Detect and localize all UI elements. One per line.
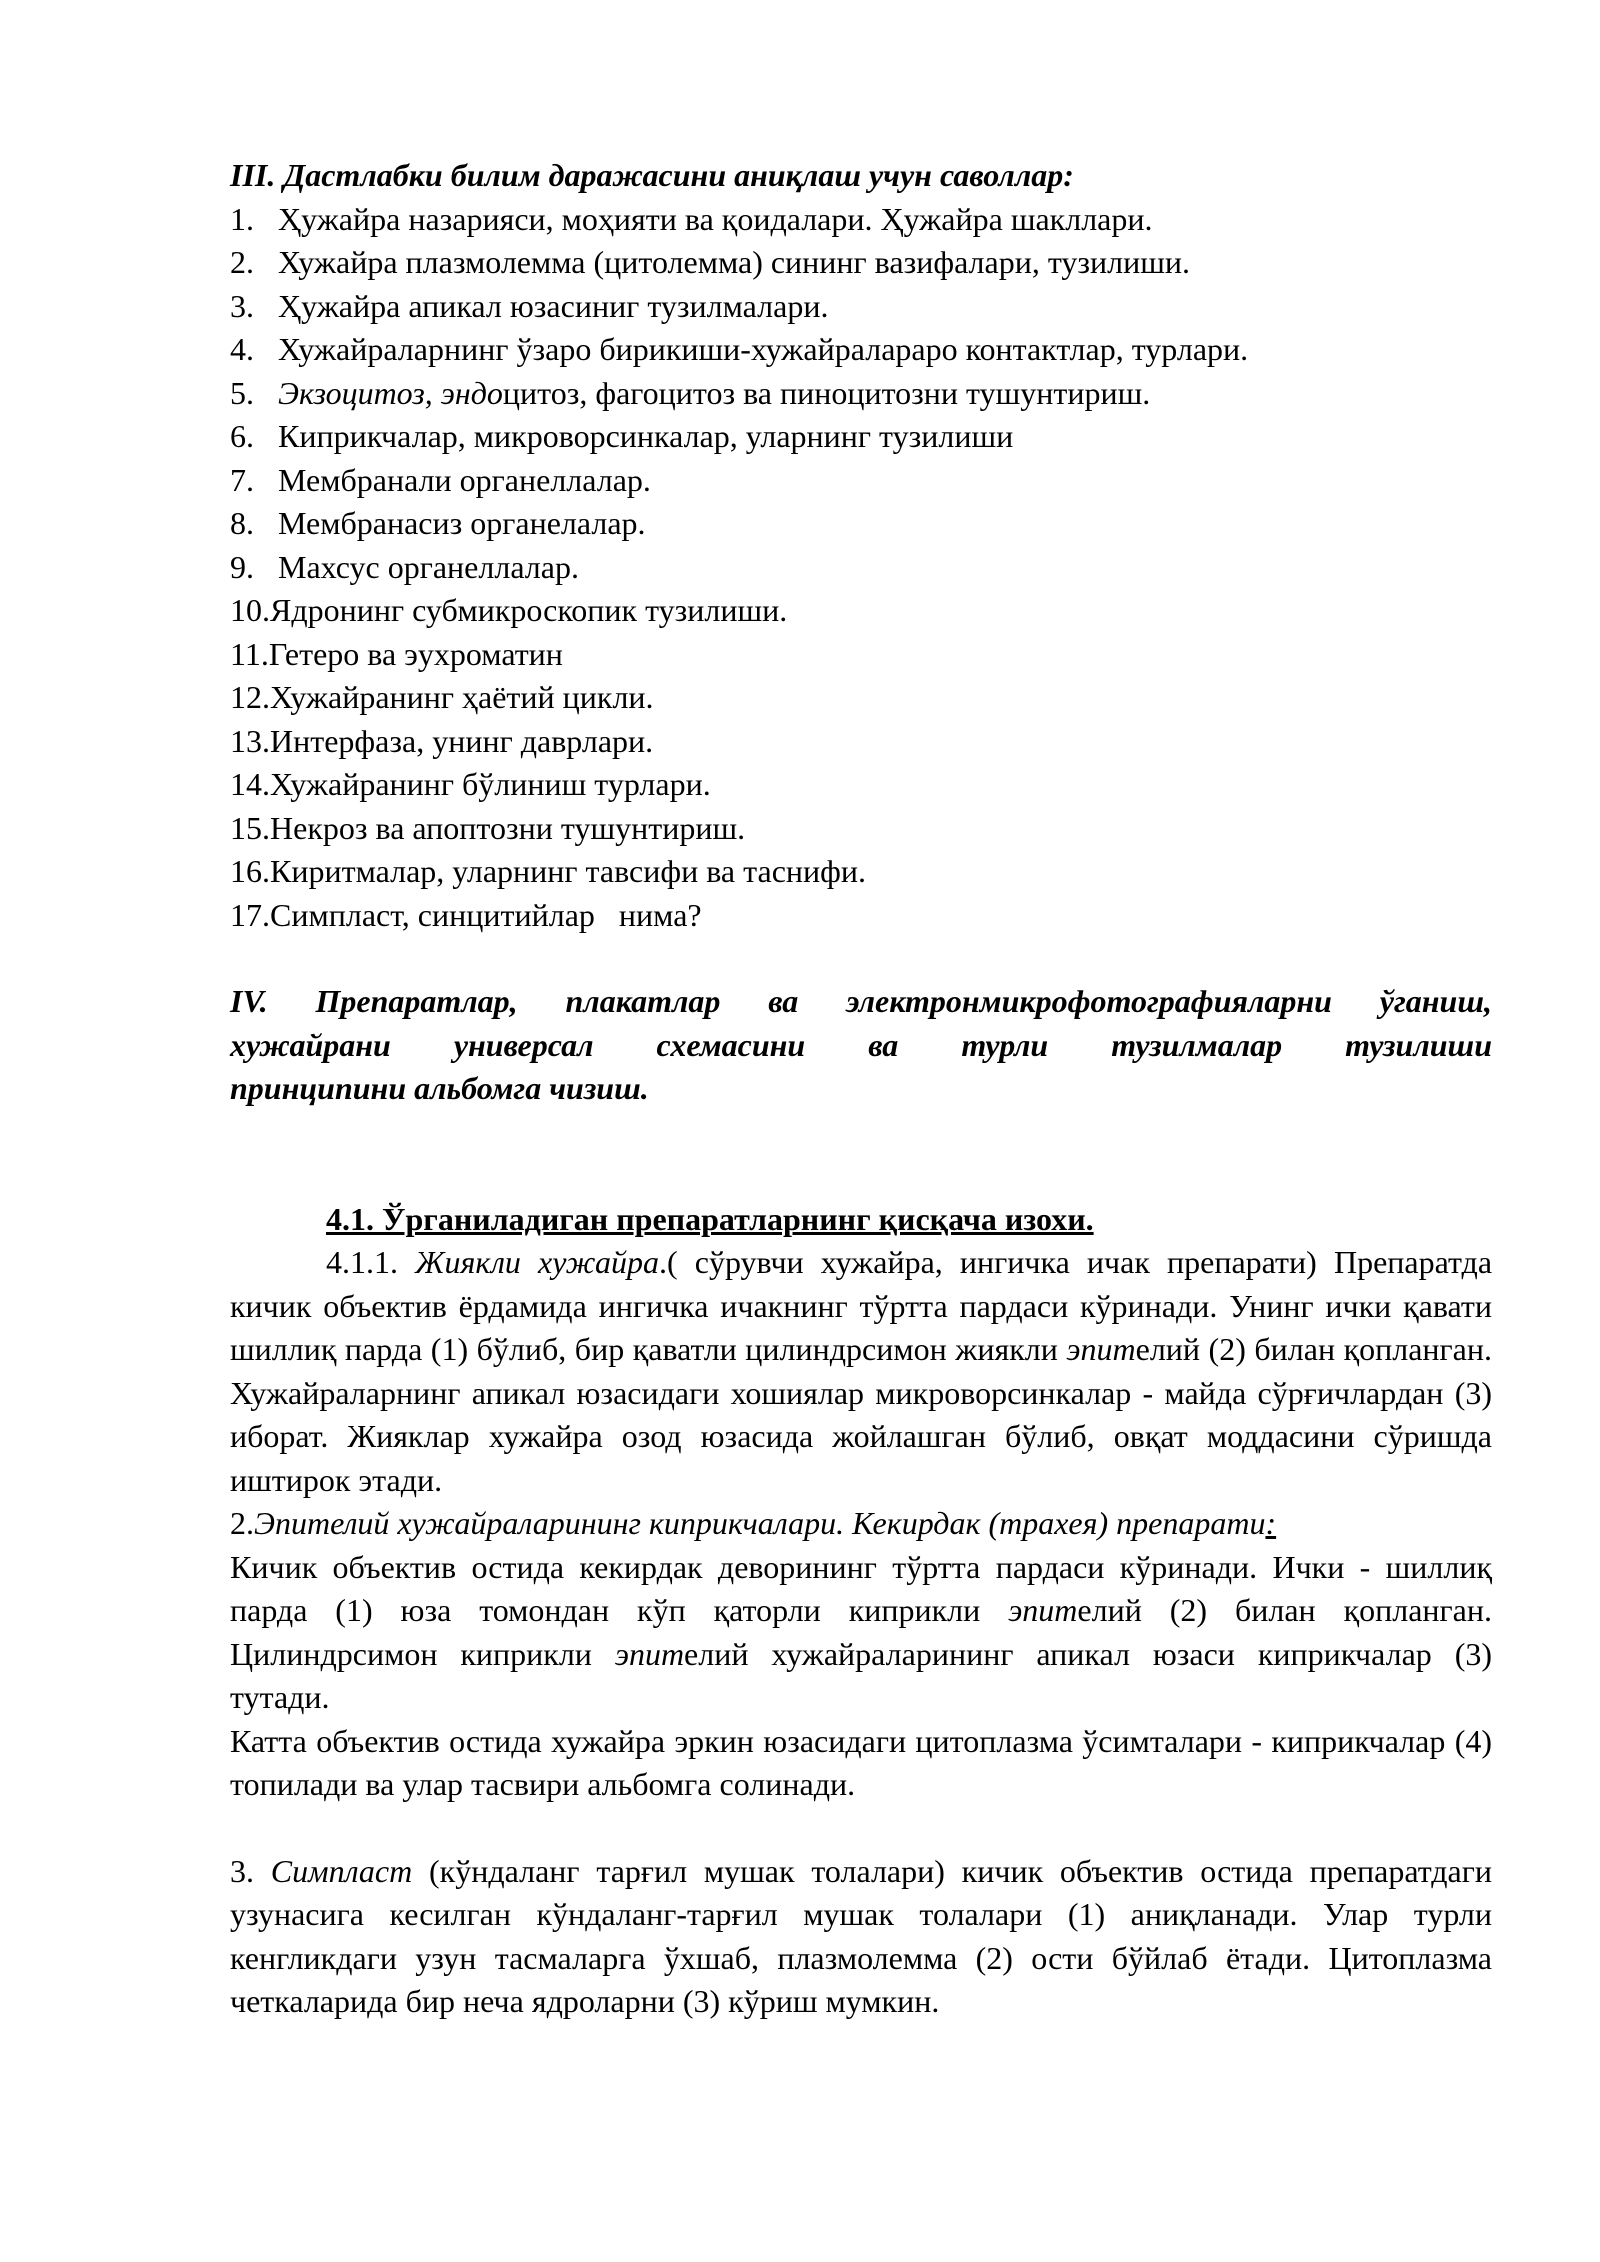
paragraph-2-body bbox=[230, 1546, 1492, 1720]
list-item bbox=[230, 415, 1492, 459]
list-item bbox=[230, 285, 1492, 329]
item-text: Махсус органеллалар. bbox=[278, 548, 579, 585]
item-number: 2. bbox=[230, 244, 254, 280]
item-number: 6. bbox=[230, 418, 254, 454]
section-4-heading-line: хужайрани универсал схемасини ва турли тузилмалар тузилиши bbox=[230, 1026, 1492, 1063]
list-item bbox=[230, 589, 1492, 633]
list-item bbox=[230, 633, 1492, 677]
section-4-heading bbox=[230, 980, 1492, 1111]
paragraph-text: .( сўрувчи хужайра, ингичка ичак препарати) Препаратда кичик объектив ёрдамида ингичка ичакнинг тўртта пардаси кўринади. Унинг ички қавати шиллиқ парда (1) бўлиб, бир қаватли цилиндрсимон жиякли bbox=[230, 1244, 1493, 1367]
paragraph-2-title bbox=[230, 1502, 1492, 1546]
section-3-heading: III. Дастлабки билим даражасини аниқлаш учун саволлар: bbox=[230, 157, 1074, 193]
paragraph-text: Кичик объектив остида кекирдак деворининг тўртта пардаси кўринади. Ички - шиллиқ парда (1) юза томондан кўп қаторли киприкли bbox=[230, 1548, 1492, 1628]
item-number: 1. bbox=[230, 200, 254, 237]
item-text: Хужайраларнинг ўзаро бирикиши-хужайралараро контактлар, турлари. bbox=[278, 331, 1249, 367]
item-text-wrap bbox=[278, 372, 1150, 416]
item-number: 3. bbox=[230, 287, 254, 324]
item-text: Гетеро ва эухроматин bbox=[268, 635, 563, 672]
spacer bbox=[230, 937, 1492, 980]
paragraph-text: (кўндаланг тарғил мушак толалари) кичик объектив остида препаратдаги узунасига кесилган кўндаланг-тарғил мушак толалари (1) аниқланади. Улар турли кенгликдаги узун тасмаларга ўхшаб, плазмолемма (2) ости бўйлаб ётади. Цитоплазма четкаларида бир неча ядроларни (3) кўриш мумкин. bbox=[230, 1852, 1493, 2019]
paragraph-italic: Жиякли хужайра bbox=[415, 1244, 659, 1280]
paragraph-colon: : bbox=[1265, 1505, 1277, 1541]
item-text: Хужайра плазмолемма (цитолемма) сининг вазифалари, тузилиши. bbox=[278, 244, 1191, 280]
item-text: Интерфаза, унинг даврлари. bbox=[270, 722, 654, 759]
list-item bbox=[230, 459, 1492, 503]
section-4-heading-line: принципини альбомга чизиш. bbox=[230, 1070, 649, 1106]
item-number: 11. bbox=[230, 635, 269, 672]
list-item bbox=[230, 198, 1492, 242]
item-number: 13. bbox=[230, 722, 270, 759]
item-text: Ядронинг субмикроскопик тузилиши. bbox=[270, 592, 788, 628]
paragraph-prefix: 4.1.1. bbox=[326, 1244, 416, 1280]
item-number: 16. bbox=[230, 853, 270, 889]
list-item bbox=[230, 850, 1492, 894]
spacer bbox=[230, 1807, 1492, 1850]
list-item bbox=[230, 720, 1492, 764]
item-number: 5. bbox=[230, 374, 254, 411]
item-number: 15. bbox=[230, 809, 270, 846]
list-item bbox=[230, 372, 1492, 416]
list-item bbox=[230, 894, 1492, 938]
paragraph-number: 3. bbox=[230, 1852, 271, 1889]
item-number: 8. bbox=[230, 505, 254, 541]
paragraph-italic: эпит bbox=[1008, 1592, 1078, 1628]
paragraph-3: Катта объектив остида хужайра эркин юзасидаги цитоплазма ўсимталари - киприкчалар (4) топилади ва улар тасвири альбомга солинади. bbox=[230, 1722, 1492, 1802]
item-number: 12. bbox=[230, 679, 270, 715]
section-4-heading-line: IV. Препаратлар, плакатлар ва электронмикрофотографияларни ўганиш, bbox=[230, 983, 1492, 1019]
list-item bbox=[230, 807, 1492, 851]
item-text: Мембранасиз органелалар. bbox=[278, 505, 646, 541]
item-text: Хужайранинг ҳаётий цикли. bbox=[270, 679, 654, 715]
item-number: 10. bbox=[230, 592, 270, 628]
subsection-4-1-title: 4.1. Ўрганиладиган препаратларнинг қисқача изохи. bbox=[326, 1200, 1094, 1237]
item-number: 4. bbox=[230, 331, 254, 367]
paragraph-text: елий (2) билан қопланган. Хужайраларнинг апикал юзасидаги хошиялар микроворсинкалар - майда сўрғичлардан (3) иборат. Жияклар хужайра озод юзасида жойлашган бўлиб, овқат моддасини сўришда иштирок этади. bbox=[230, 1331, 1493, 1498]
page-content bbox=[230, 154, 1492, 2024]
questions-list bbox=[230, 198, 1492, 938]
paragraph-4 bbox=[230, 1850, 1492, 2024]
paragraph-italic: Симпласт bbox=[270, 1852, 413, 1889]
list-item bbox=[230, 241, 1492, 285]
item-number: 14. bbox=[230, 766, 270, 802]
item-text: Киприкчалар, микроворсинкалар, уларнинг тузилиши bbox=[278, 418, 1014, 454]
list-item bbox=[230, 763, 1492, 807]
paragraph-text: елий хужайраларининг апикал юзаси киприкчалар (3) тутади. bbox=[230, 1635, 1493, 1715]
spacer bbox=[230, 1111, 1492, 1198]
item-text: цитоз, фагоцитоз ва пиноцитозни тушунтириш. bbox=[502, 374, 1151, 411]
item-text: Некроз ва апоптозни тушунтириш. bbox=[270, 809, 746, 846]
item-number: 17. bbox=[230, 896, 270, 933]
list-item bbox=[230, 676, 1492, 720]
item-number: 7. bbox=[230, 461, 254, 498]
paragraph-4-1-1 bbox=[230, 1241, 1492, 1502]
paragraph-italic: эпит bbox=[614, 1635, 685, 1672]
item-italic-text: Экзоцитоз, эндо bbox=[278, 374, 503, 411]
list-item bbox=[230, 502, 1492, 546]
paragraph-italic-title: Эпителий хужайраларининг киприкчалари. Кекирдак (трахея) препарати bbox=[254, 1505, 1266, 1541]
item-text: Ҳужайра назарияси, моҳияти ва қоидалари. Ҳужайра шакллари. bbox=[278, 200, 1153, 237]
item-text: Мембранали органеллалар. bbox=[278, 461, 651, 498]
item-text: Ҳужайра апикал юзасиниг тузилмалари. bbox=[278, 287, 829, 324]
item-text: Симпласт, синцитийлар нима? bbox=[270, 896, 702, 933]
item-text: Киритмалар, уларнинг тавсифи ва таснифи. bbox=[270, 853, 866, 889]
item-text: Хужайранинг бўлиниш турлари. bbox=[270, 766, 711, 802]
list-item bbox=[230, 328, 1492, 372]
paragraph-number: 2. bbox=[230, 1505, 254, 1541]
item-number: 9. bbox=[230, 548, 254, 585]
paragraph-text: елий (2) билан қопланган. Цилиндрсимон киприкли bbox=[230, 1592, 1493, 1672]
paragraph-italic: эпит bbox=[1066, 1331, 1136, 1367]
list-item bbox=[230, 546, 1492, 590]
